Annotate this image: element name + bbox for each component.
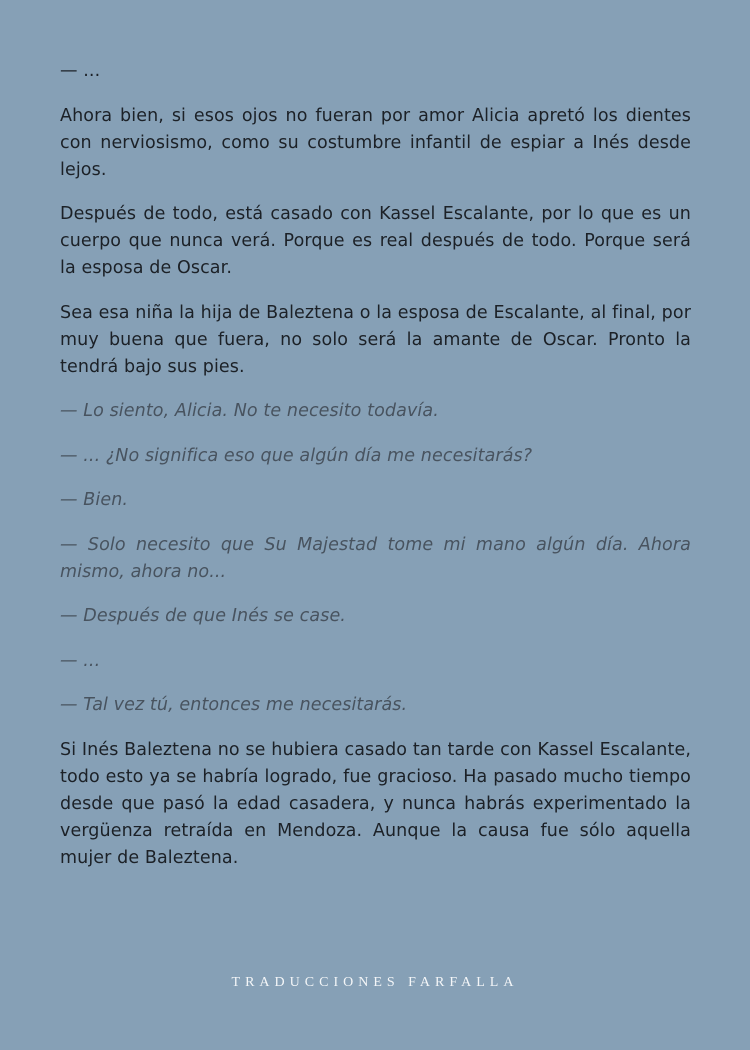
dialogue-line: — Tal vez tú, entonces me necesitarás. [60,695,408,715]
paragraph: Si Inés Baleztena no se hubiera casado tan tarde con Kassel Escalante, todo esto ya se habría logrado, fue gracioso. Ha pasado mucho tiempo desde que pasó la edad casadera, y nunca habrás experimentado la vergüenza retraída en Mendoza. Aunque la causa fue sólo aquella mujer de Baleztena. [60,739,691,868]
paragraph: Después de todo, está casado con Kassel Escalante, por lo que es un cuerpo que nunca verá. Porque es real después de todo. Porque será la esposa de Oscar. [60,204,691,278]
dialogue-line: — ... ¿No significa eso que algún día me necesitarás? [60,445,533,466]
dialogue-line: — Lo siento, Alicia. No te necesito todavía. [60,401,439,421]
paragraph: — ... [60,61,101,81]
dialogue-line: — Después de que Inés se case. [60,606,346,626]
paragraph: Sea esa niña la hija de Baleztena o la esposa de Escalante, al final, por muy buena que fuera, no solo será la amante de Oscar. Pronto la tendrá bajo sus pies. [60,302,691,377]
dialogue-line: — Solo necesito que Su Majestad tome mi mano algún día. Ahora mismo, ahora no... [60,534,691,582]
document-body [60,58,691,889]
dialogue-line: — ... [60,650,101,671]
dialogue-line: — Bien. [60,490,129,510]
footer-credit: TRADUCCIONES FARFALLA [231,975,519,990]
paragraph: Ahora bien, si esos ojos no fueran por amor Alicia apretó los dientes con nerviosismo, como su costumbre infantil de espiar a Inés desde lejos. [60,105,691,180]
